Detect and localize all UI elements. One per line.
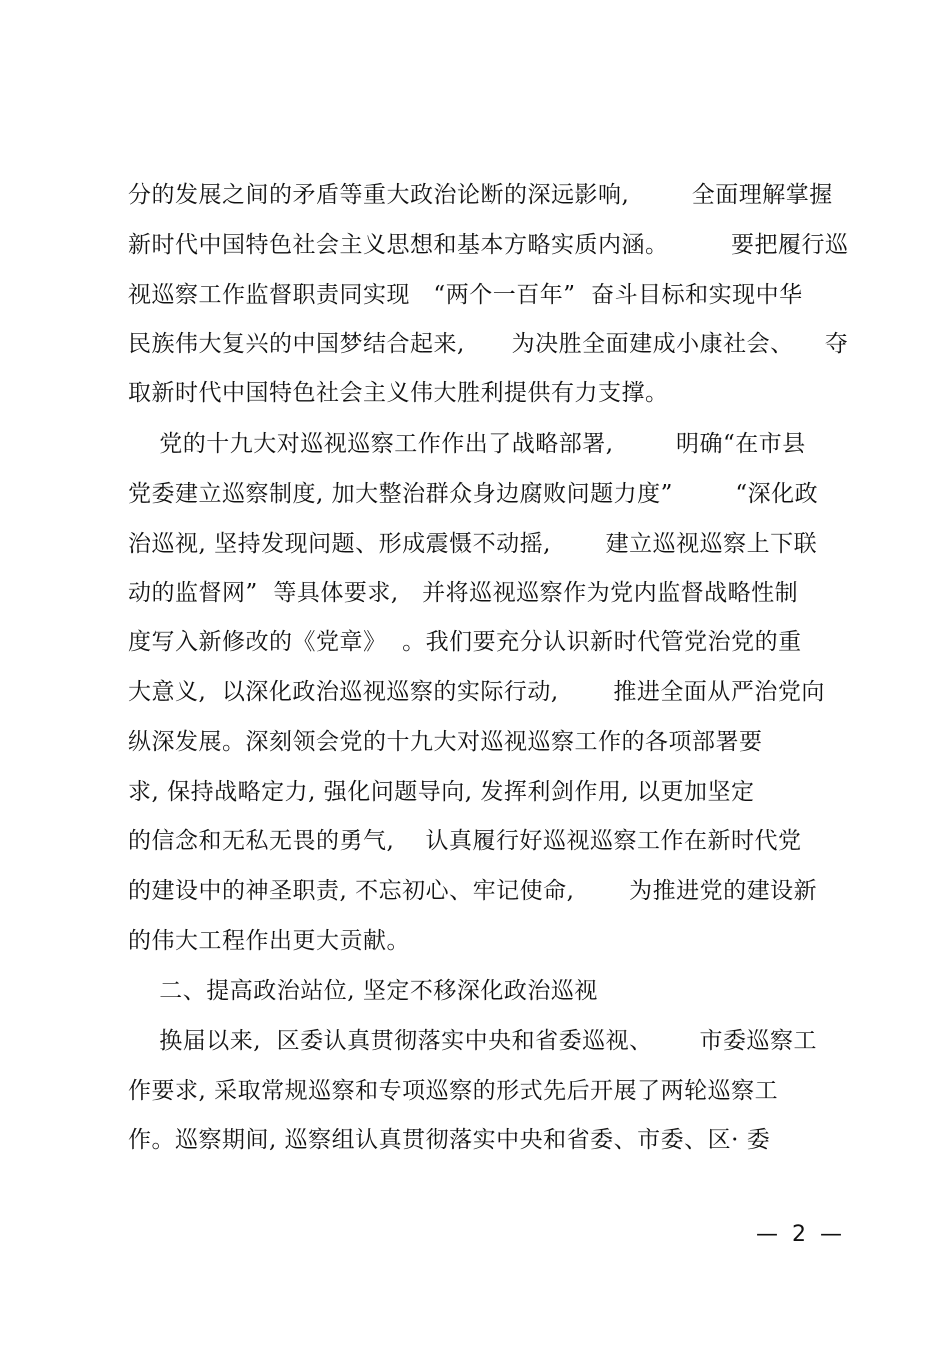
- text-line: 的伟大工程作出更大贡献。: [128, 928, 410, 954]
- text-line: 党委建立巡察制度, 加大整治群众身边腐败问题力度” “深化政: [128, 481, 819, 507]
- text-line: 治巡视, 坚持发现问题、形成震慑不动摇, 建立巡视巡察上下联: [128, 531, 818, 557]
- text-line: 纵深发展。深刻领会党的十九大对巡视巡察工作的各项部署要: [128, 729, 763, 755]
- text-line: 作要求, 采取常规巡察和专项巡察的形式先后开展了两轮巡察工: [128, 1078, 779, 1104]
- text-line: 度写入新修改的《党章》 。我们要充分认识新时代管党治党的重: [128, 629, 802, 655]
- text-line: 的建设中的神圣职责, 不忘初心、牢记使命, 为推进党的建设新: [128, 878, 818, 904]
- text-line: 新时代中国特色社会主义思想和基本方略实质内涵。 要把履行巡: [128, 232, 849, 258]
- text-line: 换届以来, 区委认真贯彻落实中央和省委巡视、 市委巡察工: [128, 1028, 818, 1054]
- text-line: 视巡察工作监督职责同实现 “两个一百年” 奋斗目标和实现中华: [128, 282, 803, 308]
- text-line: 党的十九大对巡视巡察工作作出了战略部署, 明确“在市县: [128, 431, 806, 457]
- text-line: 作。巡察期间, 巡察组认真贯彻落实中央和省委、市委、区· 委: [128, 1127, 771, 1153]
- text-line: 的信念和无私无畏的勇气, 认真履行好巡视巡察工作在新时代党: [128, 828, 802, 854]
- text-line: 大意义, 以深化政治巡视巡察的实际行动, 推进全面从严治党向: [128, 679, 825, 705]
- page-number: — 2 —: [756, 1222, 842, 1247]
- section-heading: 二、提高政治站位, 坚定不移深化政治巡视: [128, 978, 598, 1004]
- text-line: 取新时代中国特色社会主义伟大胜利提供有力支撑。: [128, 380, 669, 406]
- text-line: 求, 保持战略定力, 强化问题导向, 发挥利剑作用, 以更加坚定: [128, 779, 755, 805]
- text-line: 分的发展之间的矛盾等重大政治论断的深远影响, 全面理解掌握: [128, 182, 833, 208]
- text-line: 动的监督网” 等具体要求, 并将巡视巡察作为党内监督战略性制: [128, 580, 799, 606]
- text-line: 民族伟大复兴的中国梦结合起来, 为决胜全面建成小康社会、 夺: [128, 331, 849, 357]
